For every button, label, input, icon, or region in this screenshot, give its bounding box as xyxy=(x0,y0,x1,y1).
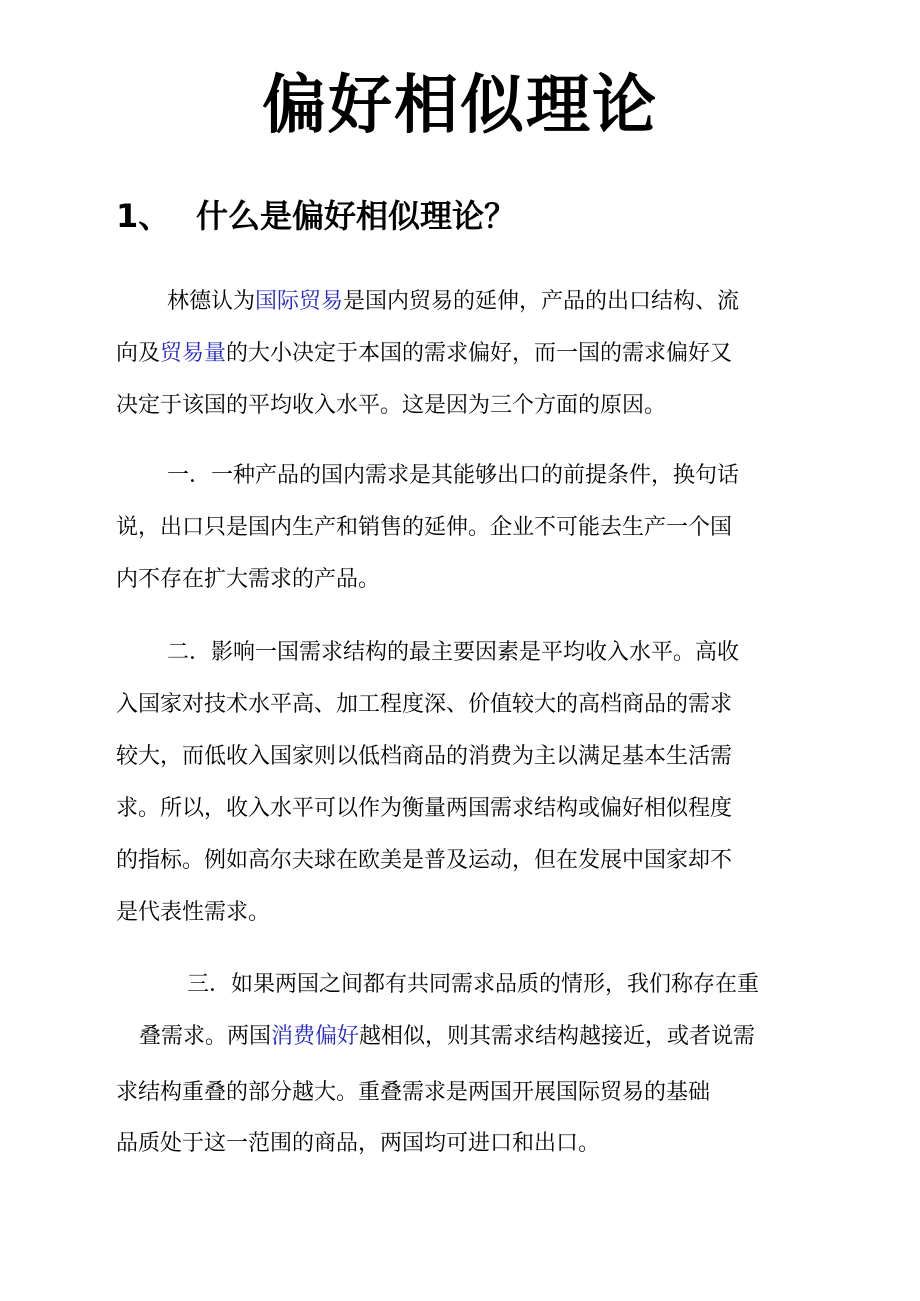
paragraph-line xyxy=(167,284,739,315)
link-international-trade[interactable]: 国际贸易 xyxy=(255,289,344,314)
paragraph-line xyxy=(116,562,380,593)
paragraph-line xyxy=(116,1075,710,1106)
text-segment: 入国家对技术水平高、加工程度深、价值较大的高档商品的需求 xyxy=(116,692,733,717)
paragraph-line xyxy=(116,1126,600,1157)
section-heading-text: 什么是偏好相似理论？ xyxy=(196,197,517,235)
paragraph-line xyxy=(116,843,732,874)
paragraph-line xyxy=(167,458,739,489)
text-segment: 较大，而低收入国家则以低档商品的消费为主以满足基本生活需 xyxy=(116,744,733,769)
text-segment: 的大小决定于本国的需求偏好，而一国的需求偏好又 xyxy=(226,341,733,366)
text-segment: 越相似，则其需求结构越接近，或者说需 xyxy=(359,1024,756,1049)
text-segment: 求。所以，收入水平可以作为衡量两国需求结构或偏好相似程度 xyxy=(116,796,733,821)
paragraph-line xyxy=(116,791,732,822)
section-heading xyxy=(116,192,516,240)
paragraph-line xyxy=(116,895,270,926)
text-segment: 叠需求。两国 xyxy=(139,1024,272,1049)
paragraph-line xyxy=(139,1019,755,1050)
paragraph-line xyxy=(116,388,666,419)
text-segment: 向及 xyxy=(116,341,161,366)
text-segment: 二．影响一国需求结构的最主要因素是平均收入水平。高收 xyxy=(167,640,740,665)
text-segment: 三．如果两国之间都有共同需求品质的情形，我们称存在重 xyxy=(187,972,760,997)
text-segment: 的指标。例如高尔夫球在欧美是普及运动，但在发展中国家却不 xyxy=(116,848,733,873)
paragraph-line xyxy=(116,739,732,770)
link-trade-volume[interactable]: 贸易量 xyxy=(160,341,227,366)
link-consumption-preference[interactable]: 消费偏好 xyxy=(271,1024,360,1049)
text-segment: 一．一种产品的国内需求是其能够出口的前提条件，换句话 xyxy=(167,463,740,488)
paragraph-line xyxy=(116,687,732,718)
paragraph-line xyxy=(187,967,759,998)
section-number: 1、 xyxy=(116,197,171,235)
paragraph-line xyxy=(167,635,739,666)
text-segment: 内不存在扩大需求的产品。 xyxy=(116,567,381,592)
text-segment: 说，出口只是国内生产和销售的延伸。企业不可能去生产一个国 xyxy=(116,515,733,540)
text-segment: 林德认为 xyxy=(167,289,256,314)
page-title: 偏好相似理论 xyxy=(262,69,658,143)
text-segment: 品质处于这一范围的商品，两国均可进口和出口。 xyxy=(116,1131,601,1156)
text-segment: 求结构重叠的部分越大。重叠需求是两国开展国际贸易的基础 xyxy=(116,1080,711,1105)
text-segment: 是代表性需求。 xyxy=(116,900,271,925)
paragraph-line xyxy=(116,510,732,541)
text-segment: 是国内贸易的延伸，产品的出口结构、流 xyxy=(343,289,740,314)
paragraph-line xyxy=(116,336,732,367)
text-segment: 决定于该国的平均收入水平。这是因为三个方面的原因。 xyxy=(116,393,667,418)
